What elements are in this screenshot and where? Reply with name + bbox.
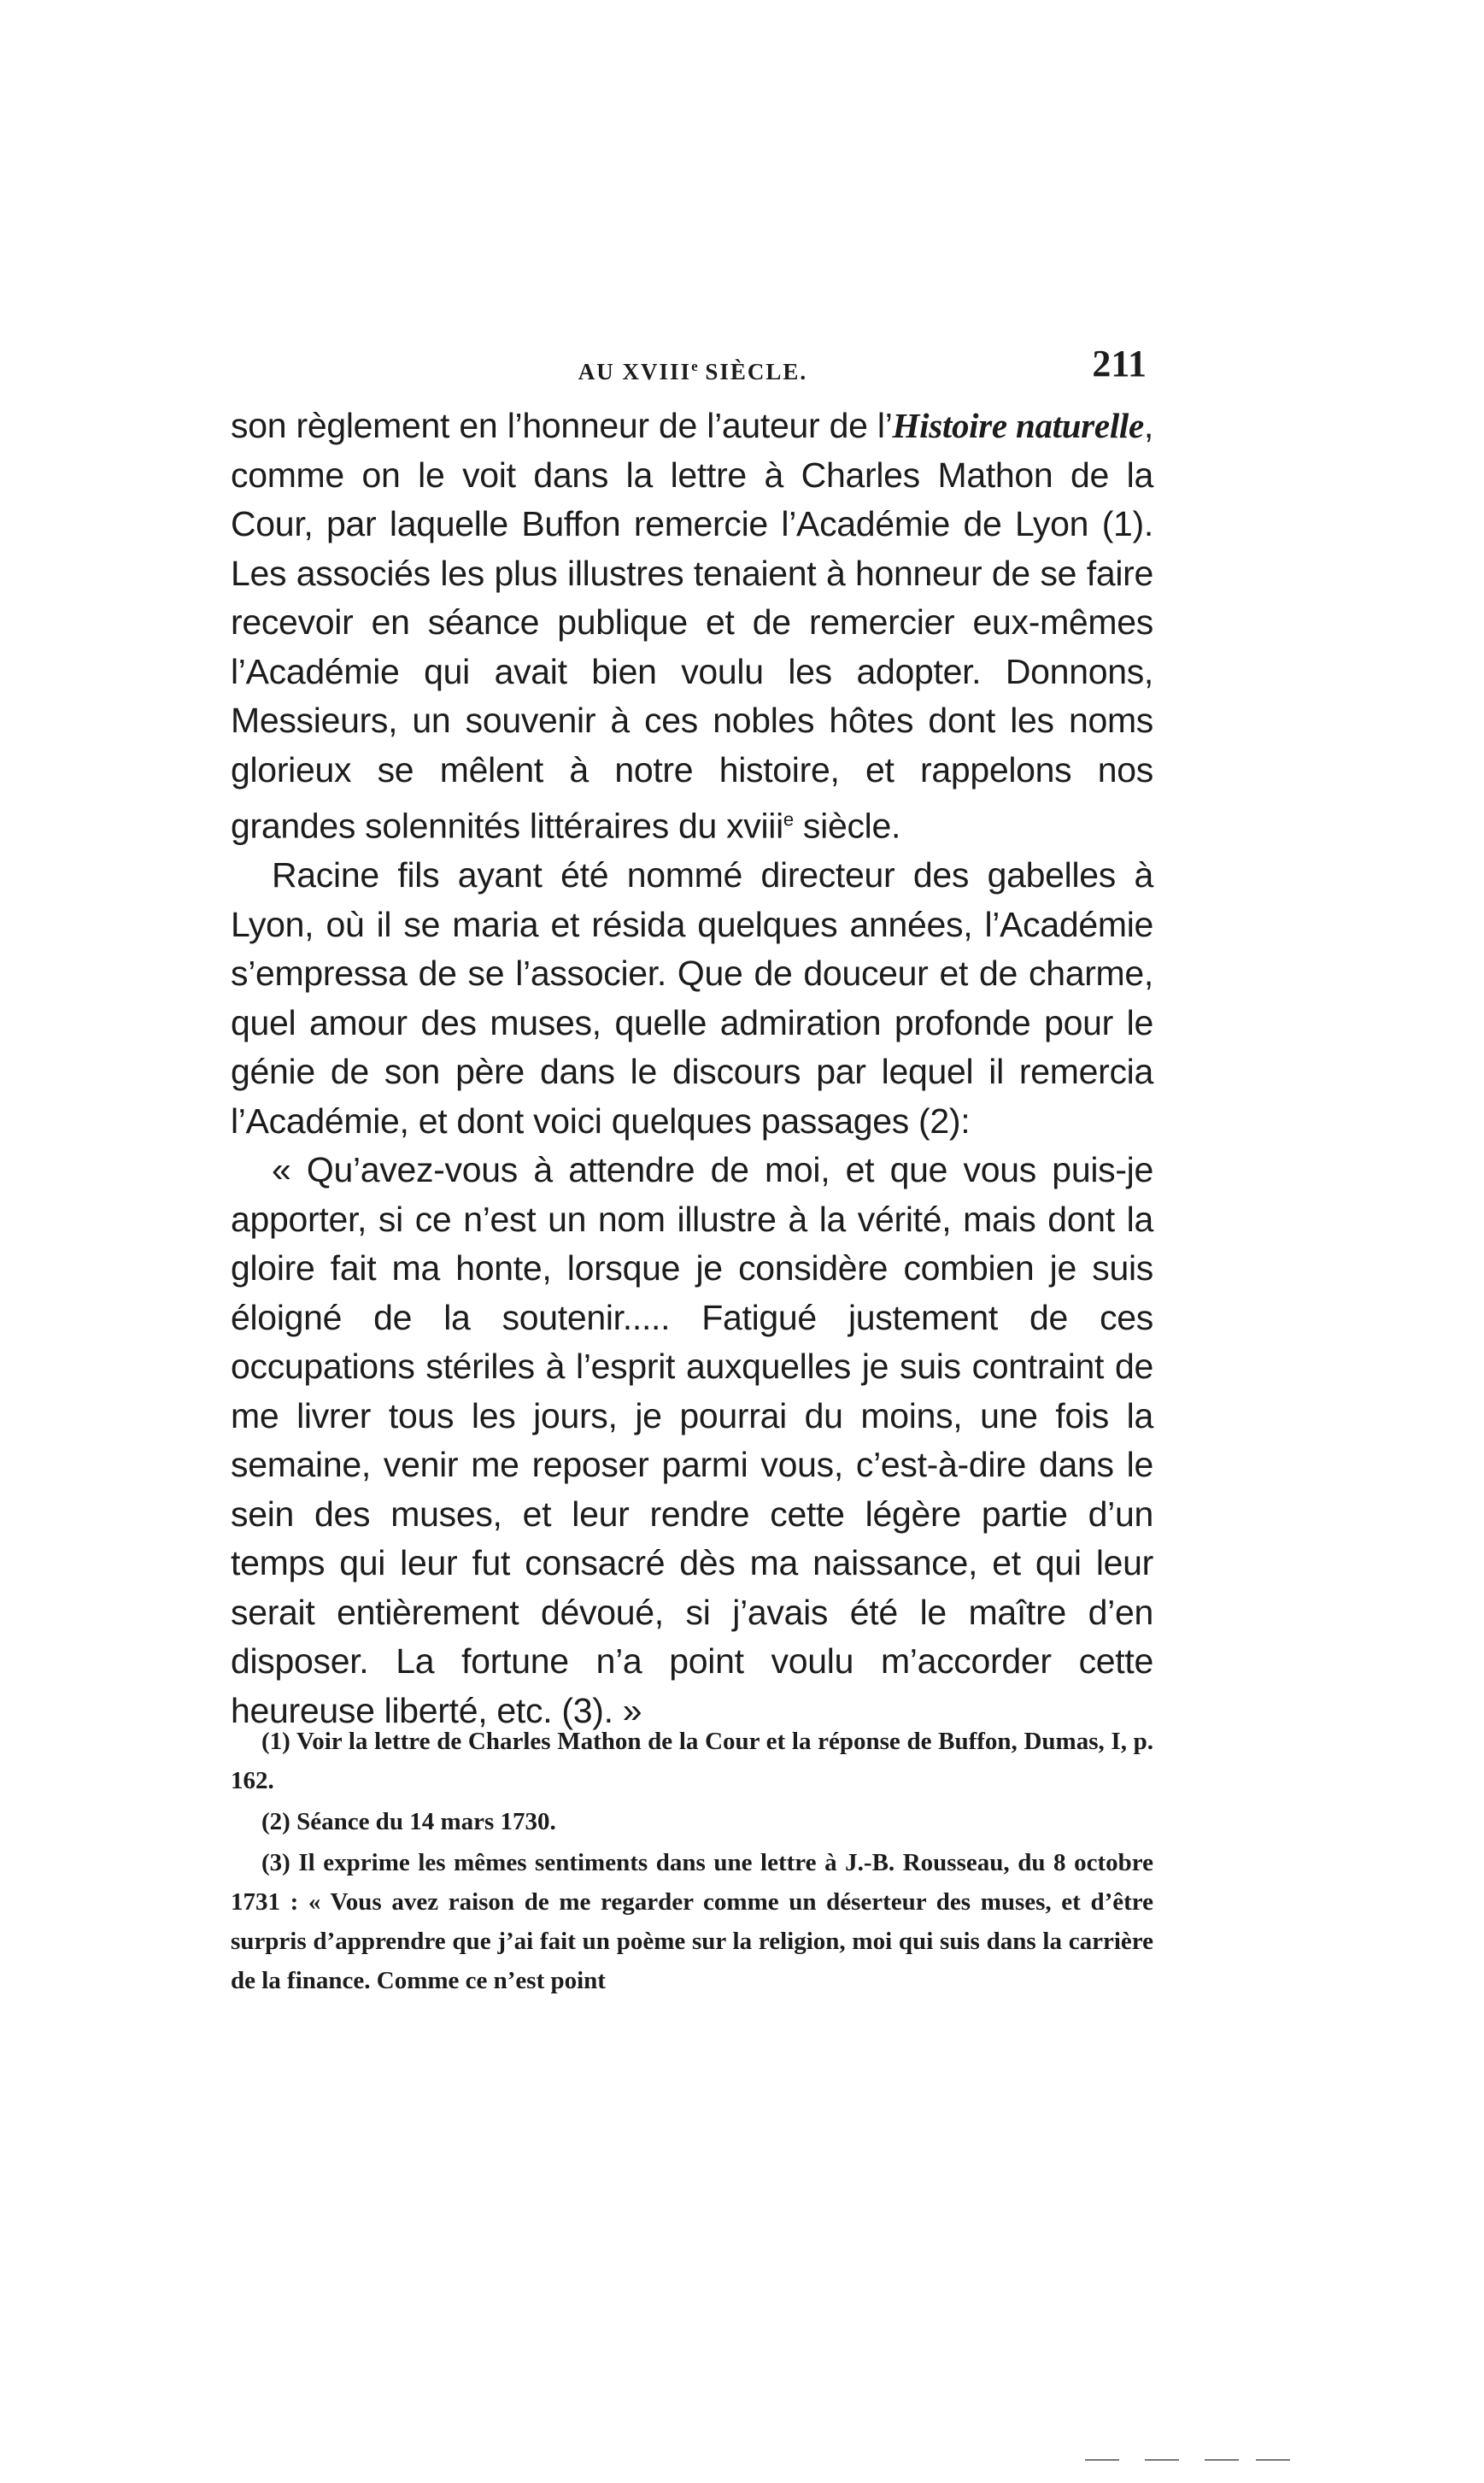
scan-mark <box>1145 2459 1179 2461</box>
page-number: 211 <box>1092 343 1147 384</box>
footnotes <box>231 1722 1153 2002</box>
footnote-2: (2) Séance du 14 mars 1730. <box>261 1808 556 1835</box>
scan-mark <box>1085 2459 1119 2461</box>
paragraph-1-part-c: siècle. <box>793 806 901 846</box>
running-head <box>231 358 1155 385</box>
paragraph-3-quotation: « Qu’avez-vous à attendre de moi, et que vous puis-je apporter, si ce n’est un nom illustre à la vérité, mais dont la gloire fait ma honte, lorsque je considère combien je suis éloigné de la soutenir..... Fatigué justement de ces occupations stériles à l’esprit auxquelles je suis contraint de me livrer tous les jours, je pourrai du moins, une fois la semaine, venir me reposer parmi vous, c’est-à-dire dans le sein des muses, et leur rendre cette légère partie d’un temps qui leur fut consacré dès ma naissance, et qui leur serait entièrement dévoué, si j’avais été le maître d’en disposer. La fortune n’a point voulu m’accorder cette heureuse liberté, etc. (3). » <box>231 1150 1153 1730</box>
paragraph-1-part-b: , comme on le voit dans la lettre à Charles Mathon de la Cour, par laquelle Buffon remercie l’Académie de Lyon (1). Les associés les plus illustres tenaient à honneur de se faire recevoir en séance publique et de remercier eux-mêmes l’Académie qui avait bien voulu les adopter. Donnons, Messieurs, un souvenir à ces nobles hôtes dont les noms glorieux se mêlent à notre histoire, et rappelons nos grandes solennités littéraires du xviii <box>231 406 1153 846</box>
main-text <box>231 402 1153 1735</box>
scan-mark <box>1205 2459 1239 2461</box>
running-head-sup: e <box>691 358 698 374</box>
book-title-italic: Histoire naturelle <box>892 406 1144 445</box>
paragraph-1-part-a: son règlement en l’honneur de l’auteur de l’ <box>231 406 893 445</box>
paragraph-1 <box>231 402 1153 851</box>
footnote-3: (3) Il exprime les mêmes sentiments dans une lettre à J.-B. Rousseau, du 8 octobre 1731 : « Vous avez raison de me regarder comme un déserteur des muses, et d’être surpris d’apprendre que j’ai fait un poème sur la religion, moi qui suis dans la carrière de la finance. Comme ce n’est point <box>231 1849 1153 1994</box>
footnote-1: (1) Voir la lettre de Charles Mathon de la Cour et la réponse de Buffon, Dumas, I, p. 162. <box>231 1728 1153 1794</box>
running-head-text: AU XVIII <box>578 359 692 384</box>
century-superscript: e <box>783 808 794 830</box>
page-header <box>231 338 1155 389</box>
running-head-end: SIÈCLE. <box>697 359 808 384</box>
paragraph-2: Racine fils ayant été nommé directeur des gabelles à Lyon, où il se maria et résida quelques années, l’Académie s’empressa de se l’associer. Que de douceur et de charme, quel amour des muses, quelle admiration profonde pour le génie de son père dans le discours par lequel il remercia l’Académie, et dont voici quelques passages (2): <box>231 855 1153 1141</box>
scan-mark <box>1256 2459 1290 2461</box>
